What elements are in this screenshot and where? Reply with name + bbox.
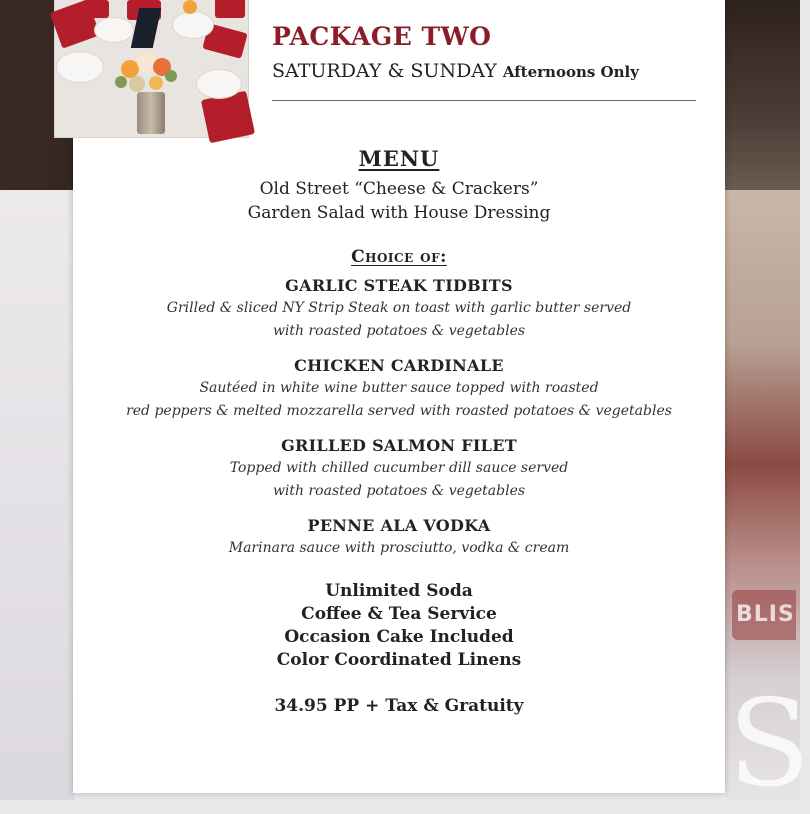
extra-item: Coffee & Tea Service bbox=[301, 604, 497, 624]
extra-item: Color Coordinated Linens bbox=[276, 650, 522, 670]
dish-description: Grilled & sliced NY Strip Steak on toast with garlic butter served bbox=[166, 300, 632, 316]
extra-item: Unlimited Soda bbox=[325, 581, 473, 601]
choice-heading-text: Choice of: bbox=[351, 247, 447, 267]
dish-garlic-steak bbox=[73, 275, 725, 343]
dish-description: Sautéed in white wine butter sauce topped with roasted bbox=[199, 380, 599, 396]
starter-item: Garden Salad with House Dressing bbox=[247, 203, 551, 223]
package-days-text: SATURDAY & SUNDAY bbox=[272, 60, 497, 82]
choice-heading bbox=[73, 247, 725, 267]
dish-chicken-cardinale bbox=[73, 355, 725, 423]
header-divider bbox=[272, 100, 696, 101]
menu-heading: MENU bbox=[358, 146, 440, 171]
package-days-note: Afternoons Only bbox=[502, 63, 639, 81]
extra-item: Occasion Cake Included bbox=[284, 627, 514, 647]
dish-description: red peppers & melted mozzarella served with roasted potatoes & vegetables bbox=[126, 403, 672, 419]
menu-content bbox=[73, 140, 725, 716]
background-letter: S bbox=[728, 675, 810, 814]
background-left bbox=[0, 190, 75, 800]
package-days bbox=[272, 60, 639, 82]
dish-description: Topped with chilled cucumber dill sauce served bbox=[229, 460, 569, 476]
price-line: 34.95 PP + Tax & Gratuity bbox=[274, 696, 524, 716]
dish-grilled-salmon bbox=[73, 435, 725, 503]
dish-description: Marinara sauce with prosciutto, vodka & cream bbox=[228, 540, 570, 556]
banquet-table-photo bbox=[55, 0, 248, 137]
dish-description: with roasted potatoes & vegetables bbox=[272, 323, 526, 339]
dish-name: PENNE ALA VODKA bbox=[307, 516, 491, 535]
dish-name: CHICKEN CARDINALE bbox=[294, 356, 504, 375]
background-right-top bbox=[725, 0, 800, 190]
dish-name: GARLIC STEAK TIDBITS bbox=[285, 276, 513, 295]
package-title: PACKAGE TWO bbox=[272, 22, 492, 51]
dish-penne-vodka bbox=[73, 515, 725, 560]
included-extras bbox=[73, 580, 725, 672]
background-sign: BLIS bbox=[732, 590, 796, 640]
dish-description: with roasted potatoes & vegetables bbox=[272, 483, 526, 499]
dish-name: GRILLED SALMON FILET bbox=[281, 436, 517, 455]
starter-item: Old Street “Cheese & Crackers” bbox=[259, 179, 539, 199]
